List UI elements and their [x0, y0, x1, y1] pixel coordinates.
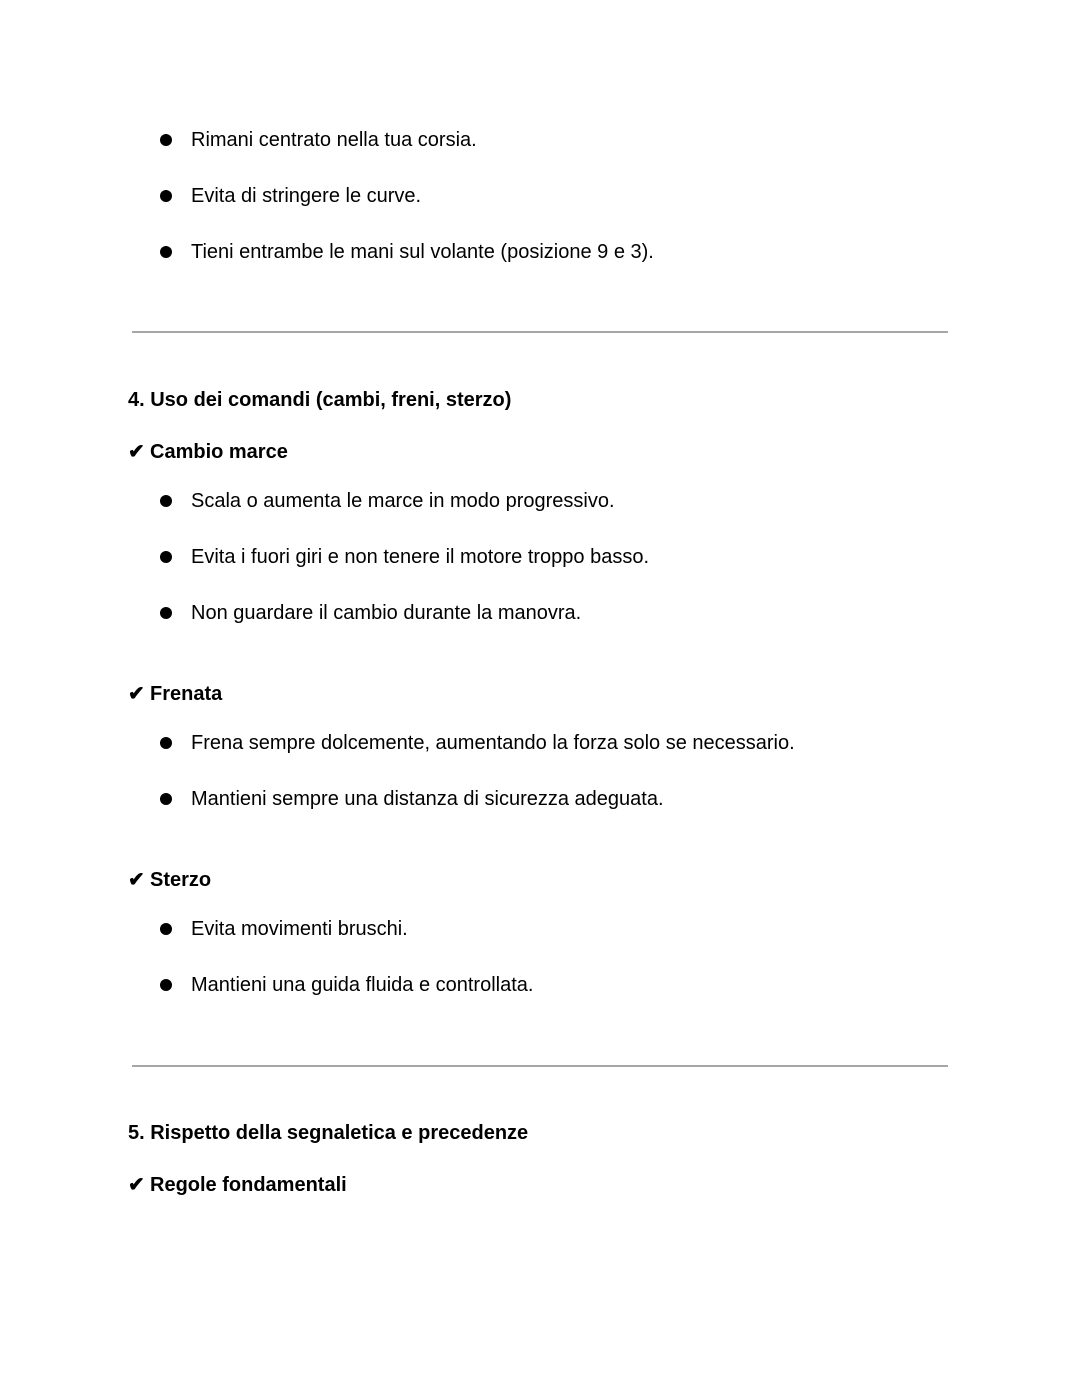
bullet-icon [160, 979, 172, 991]
check-icon: ✔ [128, 441, 145, 463]
list-item: Rimani centrato nella tua corsia. [191, 129, 477, 151]
list-item: Non guardare il cambio durante la manovra. [191, 602, 582, 624]
list-item: Mantieni una guida fluida e controllata. [191, 974, 534, 996]
bullet-icon [160, 246, 172, 258]
horizontal-divider [132, 331, 948, 333]
check-icon: ✔ [128, 869, 145, 891]
list-item: Frena sempre dolcemente, aumentando la forza solo se necessario. [191, 732, 795, 754]
bullet-icon [160, 737, 172, 749]
sub-heading-cambio-marce [128, 440, 288, 464]
sub-heading-label: Frenata [150, 683, 223, 705]
sub-heading-frenata [128, 682, 222, 706]
list-item: Evita movimenti bruschi. [191, 918, 408, 940]
bullet-icon [160, 551, 172, 563]
section-heading: 4. Uso dei comandi (cambi, freni, sterzo) [128, 389, 512, 411]
sub-heading-label: Cambio marce [150, 441, 288, 463]
bullet-icon [160, 495, 172, 507]
bullet-icon [160, 190, 172, 202]
bullet-icon [160, 923, 172, 935]
bullet-icon [160, 134, 172, 146]
check-icon: ✔ [128, 683, 145, 705]
sub-heading-label: Regole fondamentali [150, 1174, 347, 1196]
sub-heading-regole-fondamentali [128, 1173, 347, 1197]
sub-heading-sterzo [128, 868, 211, 892]
bullet-icon [160, 607, 172, 619]
sub-heading-label: Sterzo [150, 869, 212, 891]
bullet-icon [160, 793, 172, 805]
list-item: Evita i fuori giri e non tenere il motore troppo basso. [191, 546, 650, 568]
list-item: Tieni entrambe le mani sul volante (posizione 9 e 3). [191, 241, 654, 263]
section-heading: 5. Rispetto della segnaletica e precedenze [128, 1122, 529, 1144]
check-icon: ✔ [128, 1174, 145, 1196]
horizontal-divider [132, 1065, 948, 1067]
list-item: Evita di stringere le curve. [191, 185, 422, 207]
list-item: Scala o aumenta le marce in modo progressivo. [191, 490, 615, 512]
list-item: Mantieni sempre una distanza di sicurezza adeguata. [191, 788, 664, 810]
